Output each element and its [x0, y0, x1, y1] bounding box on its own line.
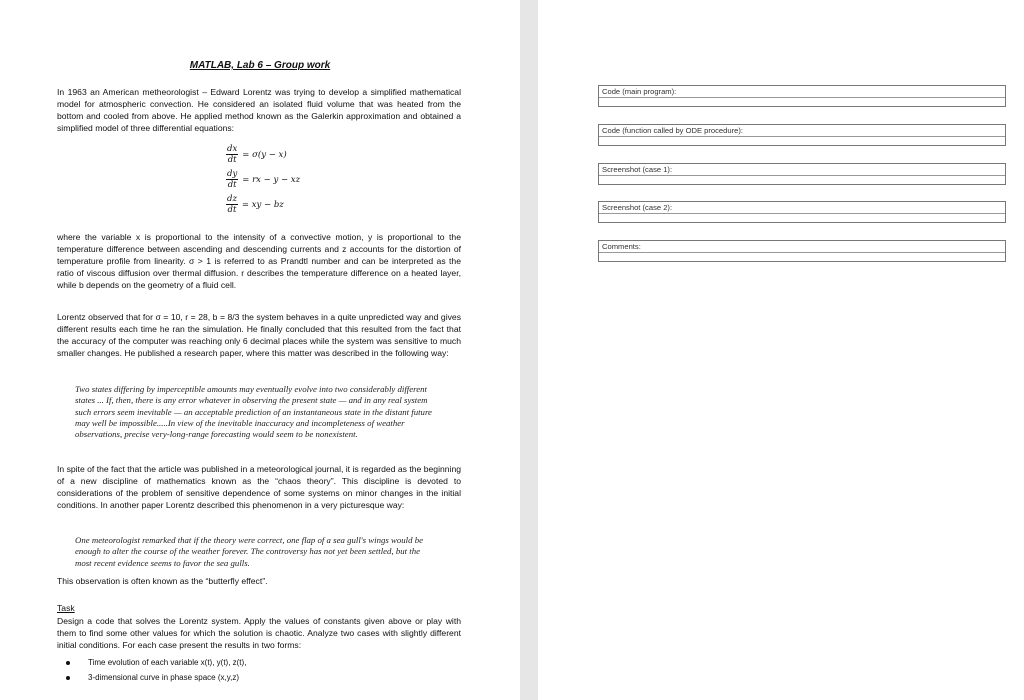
answer-box-label: Screenshot (case 2): — [599, 202, 1005, 214]
answer-box-label: Screenshot (case 1): — [599, 164, 1005, 176]
eq-dy-rhs: = rx − y − xz — [242, 174, 301, 185]
equation-dx — [226, 142, 326, 167]
answer-box-label: Code (function called by ODE procedure): — [599, 125, 1005, 137]
eq-dz-den: dt — [227, 205, 237, 215]
eq-dx-den: dt — [227, 155, 237, 165]
task-bullet-list — [66, 655, 246, 685]
equations — [226, 142, 326, 217]
answer-box-ode-function[interactable] — [598, 124, 1006, 146]
bullet-icon — [66, 676, 70, 680]
answer-box-comments[interactable] — [598, 240, 1006, 262]
observed-paragraph: Lorentz observed that for σ = 10, r = 28, b = 8/3 the system behaves in a quite unpredicted way and gives different results each time he ran the simulation. He finally concluded that this resulted from the fact that the accuracy of the computer was reaching only 6 decimal places while the system was sensitive to much smaller changes. He published a research paper, where this matter was described in the following way: — [57, 312, 461, 359]
list-item — [66, 655, 246, 670]
list-item — [66, 670, 246, 685]
equation-dy — [226, 167, 326, 192]
page-gap — [520, 0, 538, 700]
butterfly-paragraph: This observation is often known as the “butterfly effect”. — [57, 576, 268, 586]
eq-dx-rhs: = σ(y − x) — [242, 149, 287, 160]
document-title: MATLAB, Lab 6 – Group work — [189, 60, 331, 71]
chaos-paragraph: In spite of the fact that the article was published in a meteorological journal, it is regarded as the beginning of a new discipline of mathematics known as the “chaos theory”. This discipline is devoted to considerations of the problem of sensitive dependence of some systems on minor changes in the initial conditions. In another paper Lorentz described this phenomenon in a very picturesque way: — [57, 464, 461, 511]
eq-dz-rhs: = xy − bz — [241, 199, 284, 210]
answer-box-label: Code (main program): — [599, 86, 1005, 98]
bullet-text: 3-dimensional curve in phase space (x,y,z) — [88, 673, 240, 682]
task-heading: Task — [57, 603, 75, 613]
task-paragraph: Design a code that solves the Lorentz system. Apply the values of constants given above or play with them to find some other values for which the solution is chaotic. Analyze two cases with slightly different initial conditions. For each case present the results in two forms: — [57, 616, 461, 651]
bullet-text: Time evolution of each variable x(t), y(t), z(t), — [88, 658, 247, 667]
variables-paragraph: where the variable x is proportional to the intensity of a convective motion, y is proportional to the temperature difference between ascending and descending currents and z accounts for the distortion of temperature profile from linearity. σ > 1 is referred to as Prandtl number and can be interpreted as the ratio of viscous diffusion over thermal diffusion. r describes the temperature difference on a heated layer, while b depends on the geometry of a fluid cell. — [57, 232, 461, 291]
answer-box-screenshot-case-2[interactable] — [598, 201, 1006, 223]
quote-lorentz-1963: Two states differing by imperceptible amounts may eventually evolve into two considerably different states ... If, then, there is any error whatever in observing the present state — and in any real system such errors seem inevitable — an acceptable prediction of an instantaneous state in the distant future may well be impossible.....In view of the inevitable inaccuracy and incompleteness of weather observations, precise very-long-range forecasting would seem to be nonexistent. — [75, 384, 432, 440]
answer-box-label: Comments: — [599, 241, 1005, 253]
eq-dx-num: dx — [227, 144, 238, 154]
eq-dz-num: dz — [227, 194, 237, 204]
document-page-right — [538, 0, 1024, 700]
answer-box-screenshot-case-1[interactable] — [598, 163, 1006, 185]
intro-paragraph: In 1963 an American metheorologist – Edward Lorentz was trying to develop a simplified mathematical model for atmospheric convection. He considered an isolated fluid volume that was heated from the bottom and cooled from above. He applied method known as the Galerkin approximation and obtained a simplified model of three differential equations: — [57, 87, 461, 134]
bullet-icon — [66, 661, 70, 665]
equation-dz — [226, 192, 326, 217]
eq-dy-den: dt — [227, 180, 237, 190]
eq-dy-num: dy — [227, 169, 238, 179]
quote-sea-gull: One meteorologist remarked that if the theory were correct, one flap of a sea gull's wings would be enough to alter the course of the weather forever. The controversy has not yet been settled, but the most recent evidence seems to favor the sea gulls. — [75, 535, 424, 568]
answer-box-main-program[interactable] — [598, 85, 1006, 107]
